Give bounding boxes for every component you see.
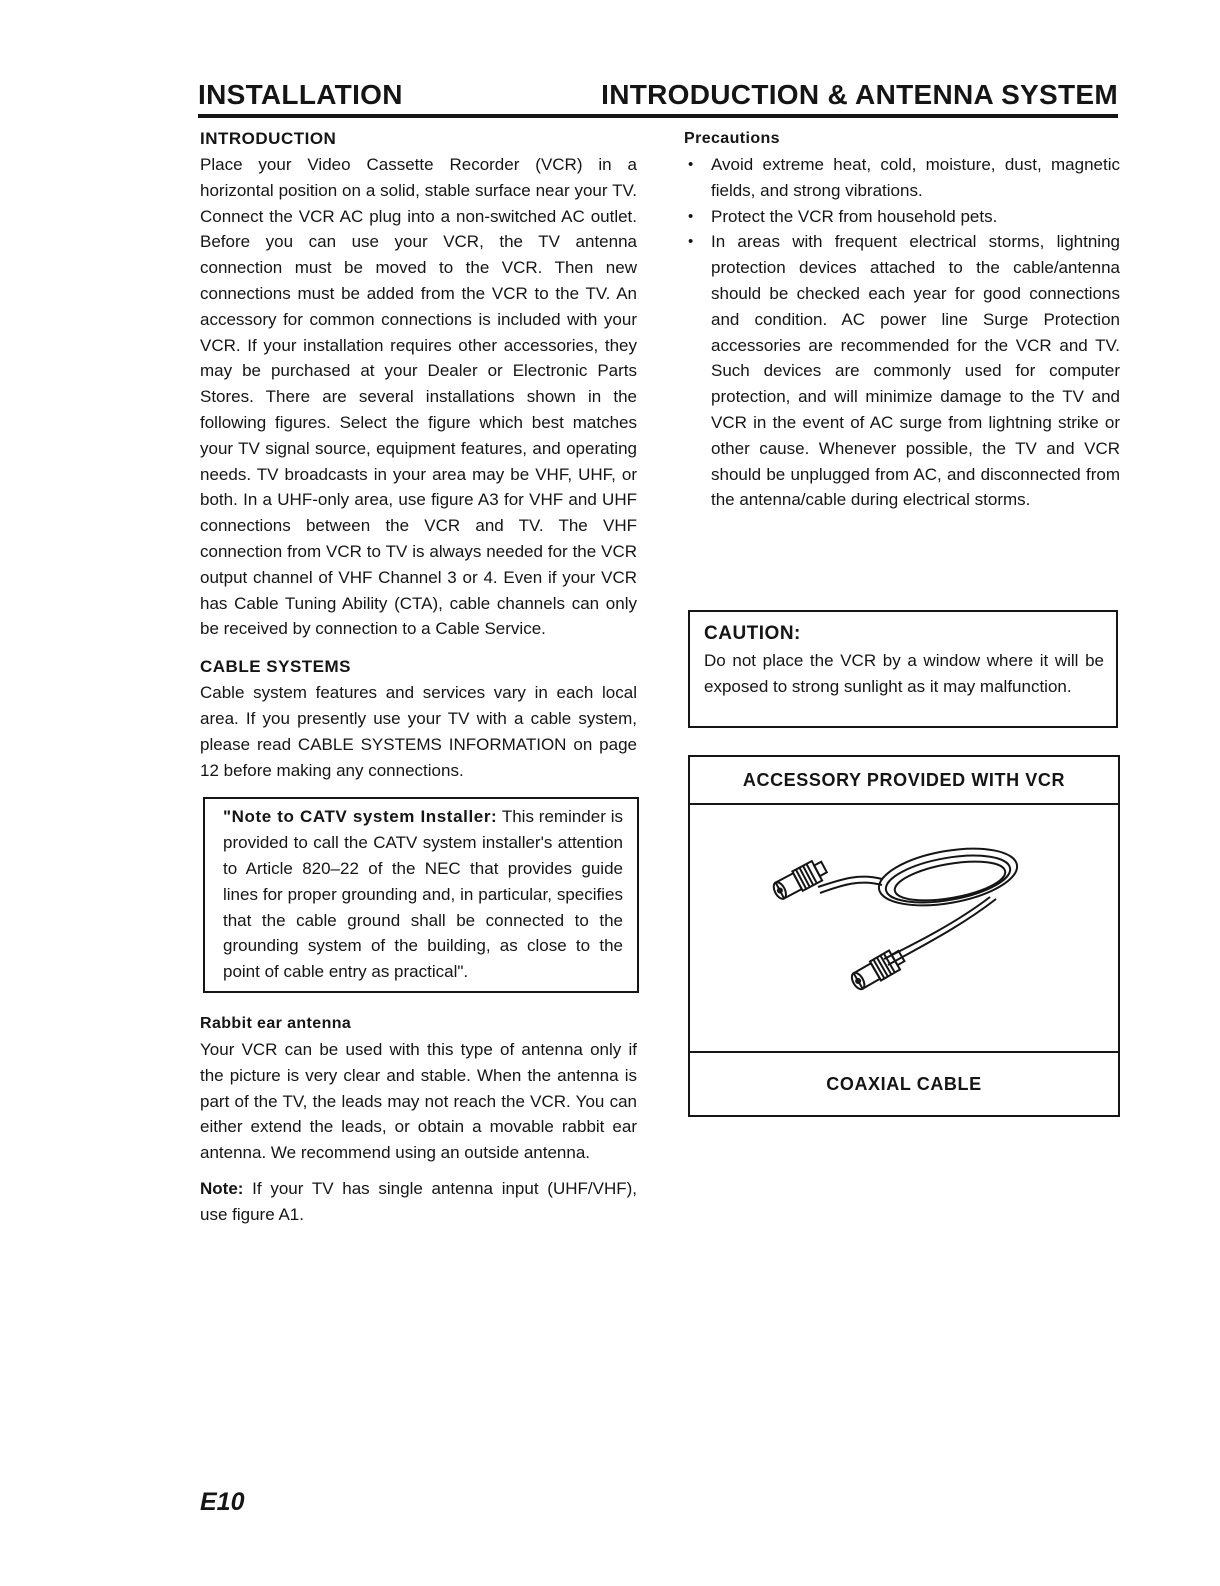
introduction-body: Place your Video Cassette Recorder (VCR) in a horizontal position on a solid, stable surface near your TV. Connect the VCR AC plug into a non-switched AC outlet. Before you can use your VCR, the TV antenna connection must be moved to the VCR. Then new connections must be added from the VCR to the TV. An accessory for common connections is included with your VCR. If your installation requires other accessories, they may be purchased at your Dealer or Electronic Parts Stores. There are several installations shown in the following figures. Select the figure which best matches your TV signal source, equipment features, and operating needs. TV broadcasts in your area may be VHF, UHF, or both. In a UHF-only area, use figure A3 for VHF and UHF connections between the VCR and TV. The VHF connection from VCR to TV is always needed for the VCR output channel of VHF Channel 3 or 4. Even if your VCR has Cable Tuning Ability (CTA), cable channels can only be received by connection to a Cable Service. <box>200 155 637 639</box>
accessory-caption: COAXIAL CABLE <box>826 1073 982 1094</box>
precautions-heading: Precautions <box>684 130 780 147</box>
accessory-figure <box>690 805 1118 1053</box>
list-item: • Protect the VCR from household pets. <box>684 204 1120 230</box>
rabbit-ear-body: Your VCR can be used with this type of antenna only if the picture is very clear and stable. When the antenna is part of the TV, the leads may not reach the VCR. You can either extend the leads, or obtain a movable rabbit ear antenna. We recommend using an outside antenna. <box>200 1039 637 1163</box>
list-item: • Avoid extreme heat, cold, moisture, dust, magnetic fields, and strong vibrations. <box>684 152 1120 204</box>
rabbit-ear-note <box>200 1176 637 1228</box>
left-column <box>200 126 637 1227</box>
introduction-heading: INTRODUCTION <box>200 129 337 148</box>
rabbit-ear-heading: Rabbit ear antenna <box>200 1014 352 1032</box>
precautions-list <box>684 152 1120 513</box>
caution-title: CAUTION: <box>704 623 801 644</box>
cable-systems-heading: CABLE SYSTEMS <box>200 657 352 677</box>
section-label: INSTALLATION <box>198 79 403 110</box>
accessory-box <box>688 755 1120 1117</box>
caution-body: Do not place the VCR by a window where it will be exposed to strong sunlight as it may malfunction. <box>704 651 1104 696</box>
catv-note-lead: "Note to CATV system Installer: <box>223 807 498 827</box>
caution-box <box>688 610 1118 728</box>
accessory-title: ACCESSORY PROVIDED WITH VCR <box>690 757 1118 805</box>
right-column <box>684 126 1120 513</box>
page-title: INTRODUCTION & ANTENNA SYSTEM <box>601 79 1118 110</box>
catv-installer-note <box>203 797 639 993</box>
page-header <box>198 72 1118 118</box>
catv-note-body: This reminder is provided to call the CATV system installer's attention to Article 820–22 of the NEC that provides guide lines for proper grounding and, in particular, specifies that the cable ground shall be connected to the grounding system of the building, as close to the point of cable entry as practical". <box>223 807 623 982</box>
page-number: E10 <box>200 1488 245 1516</box>
note-body: If your TV has single antenna input (UHF/VHF), use figure A1. <box>200 1178 637 1224</box>
list-item: • In areas with frequent electrical storms, lightning protection devices attached to the cable/antenna should be checked each year for good connections and condition. AC power line Surge Protection accessories are recommended for the VCR and TV. Such devices are commonly used for computer protection, and will minimize damage to the TV and VCR in the event of AC surge from lightning strike or other cause. Whenever possible, the TV and VCR should be unplugged from AC, and disconnected from the antenna/cable during electrical storms. <box>684 229 1120 513</box>
cable-systems-body: Cable system features and services vary in each local area. If you presently use your TV with a cable system, please read CABLE SYSTEMS INFORMATION on page 12 before making any connections. <box>200 683 637 780</box>
coaxial-cable-icon <box>760 817 1040 1037</box>
note-label: Note: <box>200 1178 244 1198</box>
